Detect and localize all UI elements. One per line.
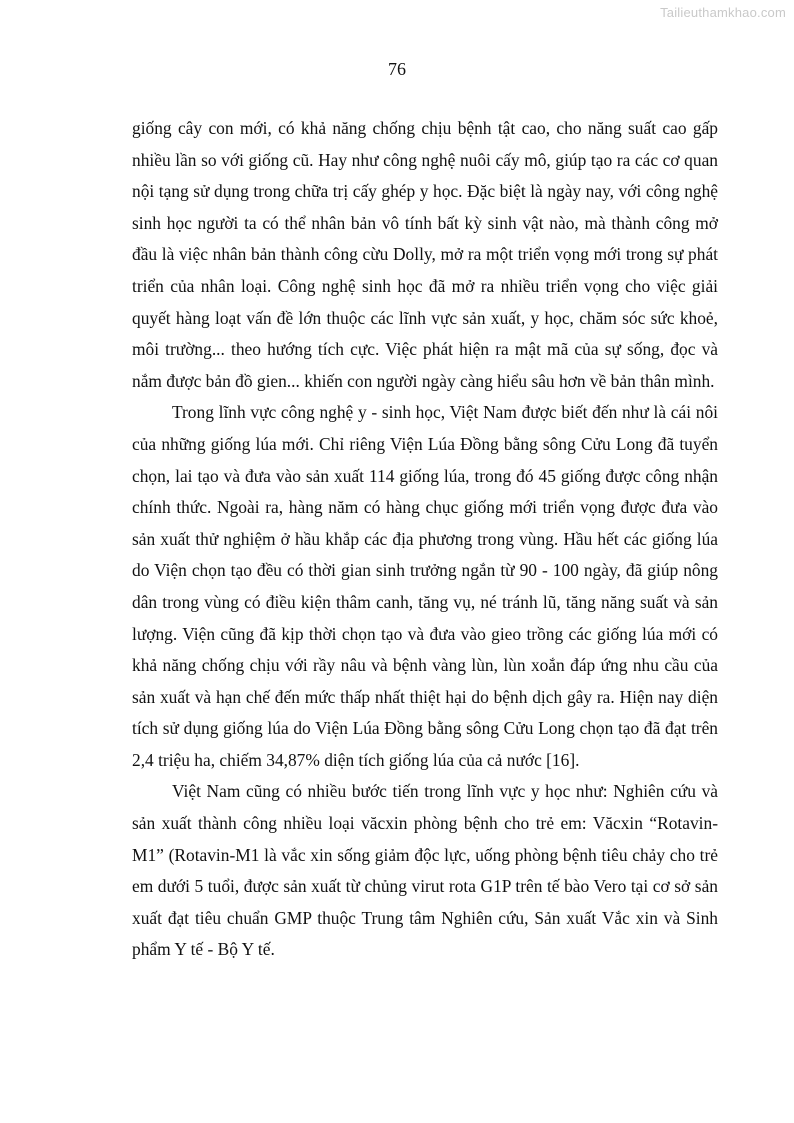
paragraph-rice-varieties: Trong lĩnh vực công nghệ y - sinh học, Việt Nam được biết đến như là cái nôi của những giống lúa mới. Chỉ riêng Viện Lúa Đồng bằng sông Cửu Long đã tuyển chọn, lai tạo và đưa vào sản xuất 114 giống lúa, trong đó 45 giống được công nhận chính thức. Ngoài ra, hàng năm có hàng chục giống mới triển vọng được đưa vào sản xuất thử nghiệm ở hầu khắp các địa phương trong vùng. Hầu hết các giống lúa do Viện chọn tạo đều có thời gian sinh trưởng ngắn từ 90 - 100 ngày, đã giúp nông dân trong vùng có điều kiện thâm canh, tăng vụ, né tránh lũ, tăng năng suất và sản lượng. Viện cũng đã kịp thời chọn tạo và đưa vào gieo trồng các giống lúa mới có khả năng chống chịu với rầy nâu và bệnh vàng lùn, lùn xoắn đáp ứng nhu cầu của sản xuất và hạn chế đến mức thấp nhất thiệt hại do bệnh dịch gây ra. Hiện nay diện tích sử dụng giống lúa do Viện Lúa Đồng bằng sông Cửu Long chọn tạo đã đạt trên 2,4 triệu ha, chiếm 34,87% diện tích giống lúa của cả nước [16]. [132,402,718,770]
paragraph-vaccines: Việt Nam cũng có nhiều bước tiến trong lĩnh vực y học như: Nghiên cứu và sản xuất thành công nhiều loại văcxin phòng bệnh cho trẻ em: Văcxin “Rotavin-M1” (Rotavin-M1 là vắc xin sống giảm độc lực, uống phòng bệnh tiêu chảy cho trẻ em dưới 5 tuổi, được sản xuất từ chủng virut rota G1P trên tế bào Vero tại cơ sở sản xuất đạt tiêu chuẩn GMP thuộc Trung tâm Nghiên cứu, Sản xuất Vắc xin và Sinh phẩm Y tế - Bộ Y tế. [132,781,718,960]
page-number: 76 [388,59,406,79]
document-body [132,113,718,966]
paragraph-continued: giống cây con mới, có khả năng chống chịu bệnh tật cao, cho năng suất cao gấp nhiều lần so với giống cũ. Hay như công nghệ nuôi cấy mô, giúp tạo ra các cơ quan nội tạng sử dụng trong chữa trị cấy ghép y học. Đặc biệt là ngày nay, với công nghệ sinh học người ta có thể nhân bản vô tính bất kỳ sinh vật nào, mà thành công mở đầu là việc nhân bản thành công cừu Dolly, mở ra một triển vọng mới trong sự phát triển của nhân loại. Công nghệ sinh học đã mở ra nhiều triển vọng cho việc giải quyết hàng loạt vấn đề lớn thuộc các lĩnh vực sản xuất, y học, chăm sóc sức khoẻ, môi trường... theo hướng tích cực. Việc phát hiện ra mật mã của sự sống, đọc và nắm được bản đồ gien... khiến con người ngày càng hiểu sâu hơn về bản thân mình. [132,118,718,391]
watermark-text: Tailieuthamkhao.com [660,5,786,20]
